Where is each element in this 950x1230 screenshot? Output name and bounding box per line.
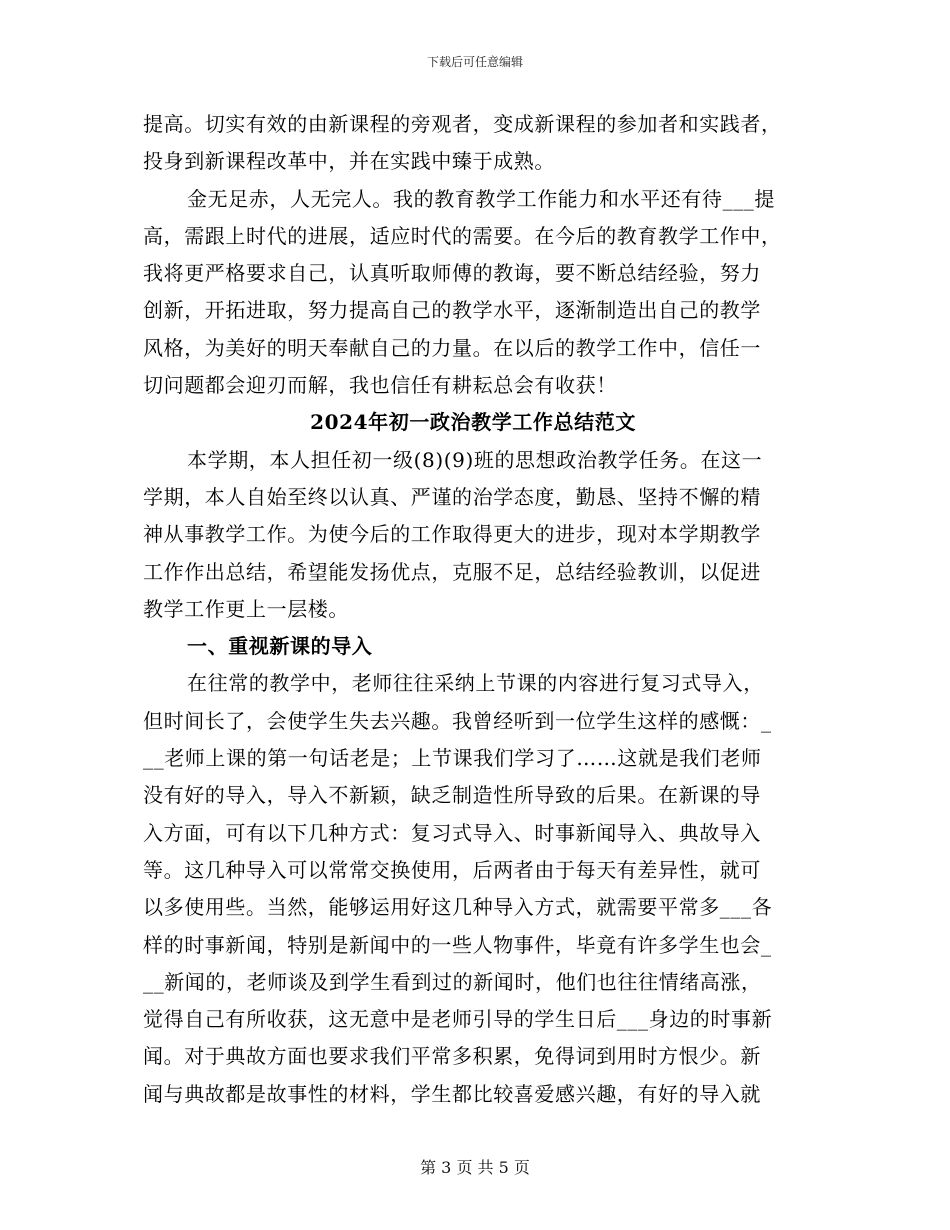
text-line: 在往常的教学中，老师往往采纳上节课的内容进行复习式导入，: [187, 671, 764, 696]
paragraph-conclusion: [143, 181, 803, 405]
text-line: 教学工作更上一层楼。: [143, 596, 349, 621]
text-line: __老师上课的第一句话老是；上节课我们学习了……这就是我们老师: [143, 746, 762, 771]
text-line: 等。这几种导入可以常常交换使用，后两者由于每天有差异性，就可: [143, 857, 761, 882]
text-line: 但时间长了，会使学生失去兴趣。我曾经听到一位学生这样的感慨：_: [143, 708, 772, 733]
page-header-note: 下载后可任意编辑: [426, 55, 523, 69]
text-line: 工作作出总结，希望能发扬优点，克服不足，总结经验教训，以促进: [143, 559, 761, 584]
text-line: 风格，为美好的明天奉献自己的力量。在以后的教学工作中，信任一: [143, 335, 761, 360]
document-body: [143, 106, 803, 1113]
text-line: 觉得自己有所收获，这无意中是老师引导的学生日后___身边的时事新: [143, 1007, 773, 1032]
page-number: 第 3 页 共 5 页: [420, 1158, 530, 1177]
text-line: __新闻的，老师谈及到学生看到过的新闻时，他们也往往情绪高涨，: [143, 969, 762, 994]
text-line: 闻与典故都是故事性的材料，学生都比较喜爱感兴趣，有好的导入就: [143, 1081, 761, 1106]
text-line: 没有好的导入，导入不新颖，缺乏制造性所导致的后果。在新课的导: [143, 783, 761, 808]
paragraph-continuation: [143, 106, 803, 181]
text-line: 投身到新课程改革中，并在实践中臻于成熟。: [143, 149, 555, 174]
text-line: 提高。切实有效的由新课程的旁观者，变成新课程的参加者和实践者，: [143, 112, 782, 136]
text-line: 闻。对于典故方面也要求我们平常多积累，免得词到用时方恨少。新: [143, 1044, 761, 1069]
text-line: 高，需跟上时代的进展，适应时代的需要。在今后的教育教学工作中，: [143, 223, 782, 248]
text-line: 本学期，本人担任初一级(8)(9)班的思想政治教学任务。在这一: [187, 447, 763, 472]
text-line: 创新，开拓进取，努力提高自己的教学水平，逐渐制造出自己的教学: [143, 298, 761, 323]
paragraph-section-body: [143, 665, 803, 1113]
document-title: 2024年初一政治教学工作总结范文: [310, 410, 636, 435]
text-line: 金无足赤，人无完人。我的教育教学工作能力和水平还有待___提: [187, 186, 775, 211]
paragraph-intro: [143, 442, 803, 628]
text-line: 神从事教学工作。为使今后的工作取得更大的进步，现对本学期教学: [143, 522, 761, 547]
text-line: 以多使用些。当然，能够运用好这几种导入方式，就需要平常多___各: [143, 895, 773, 920]
text-line: 入方面，可有以下几种方式：复习式导入、时事新闻导入、典故导入: [143, 820, 761, 845]
text-line: 我将更严格要求自己，认真听取师傅的教诲，要不断总结经验，努力: [143, 261, 761, 286]
text-line: 学期，本人自始至终以认真、严谨的治学态度，勤恳、坚持不懈的精: [143, 484, 761, 509]
section-heading: 一、重视新课的导入: [187, 634, 373, 659]
text-line: 样的时事新闻，特别是新闻中的一些人物事件，毕竟有许多学生也会_: [143, 932, 772, 957]
text-line: 切问题都会迎刃而解，我也信任有耕耘总会有收获！: [143, 373, 617, 398]
